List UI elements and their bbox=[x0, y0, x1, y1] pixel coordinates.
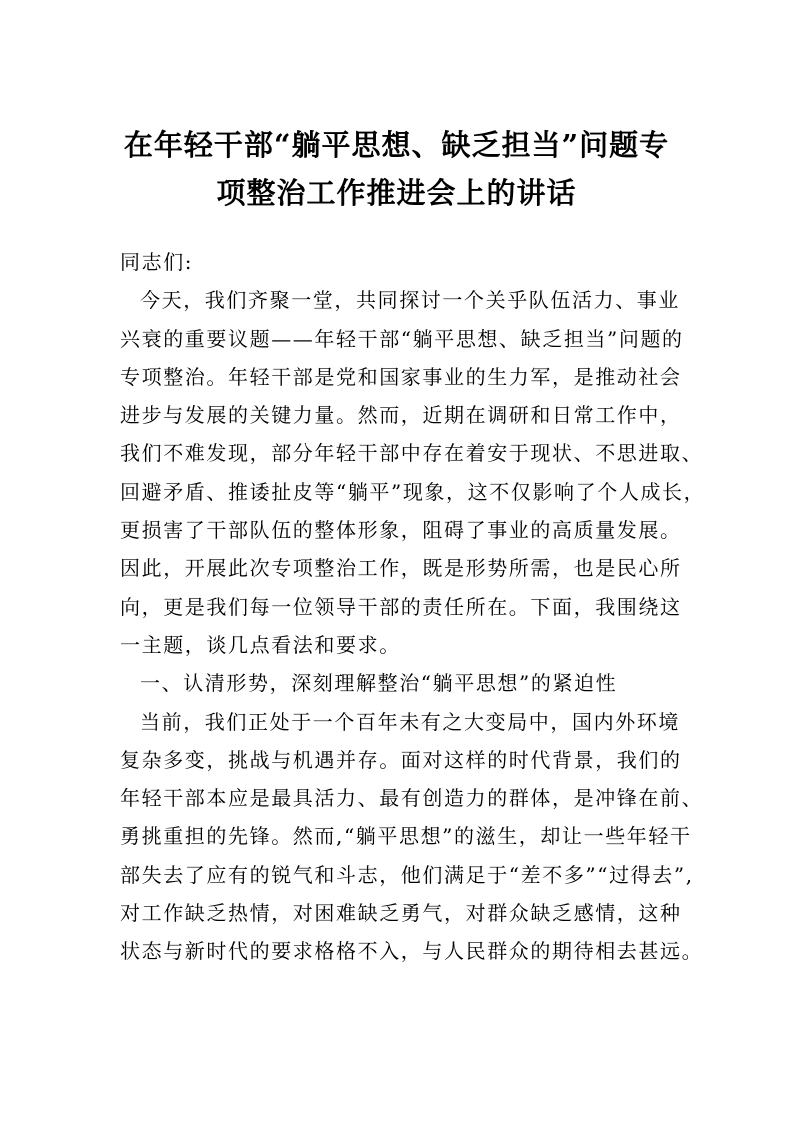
paragraph-line: 专项整治。年轻干部是党和国家事业的生力军，是推动社会 bbox=[120, 364, 682, 389]
section-heading: 一、认清形势，深刻理解整治“躺平思想”的紧迫性 bbox=[140, 671, 618, 696]
paragraph-line: 兴衰的重要议题——年轻干部“躺平思想、缺乏担当”问题的 bbox=[120, 326, 684, 351]
paragraph-line: 进步与发展的关键力量。然而，近期在调研和日常工作中， bbox=[120, 403, 682, 428]
paragraph-line: 当前，我们正处于一个百年未有之大变局中，国内外环境 bbox=[140, 709, 680, 734]
paragraph-line: 年轻干部本应是最具活力、最有创造力的群体，是冲锋在前、 bbox=[120, 786, 704, 811]
document-title bbox=[100, 121, 693, 217]
paragraph-line: 状态与新时代的要求格格不入，与人民群众的期待相去甚远。 bbox=[120, 939, 704, 964]
paragraph-line: 对工作缺乏热情，对困难缺乏勇气，对群众缺乏感情，这种 bbox=[120, 901, 682, 926]
paragraph-line: 复杂多变，挑战与机遇并存。面对这样的时代背景，我们的 bbox=[120, 747, 682, 772]
paragraph-line: 更损害了干部队伍的整体形象，阻碍了事业的高质量发展。 bbox=[120, 518, 682, 543]
paragraph-line: 勇挑重担的先锋。然而,“躺平思想”的滋生，却让一些年轻干 bbox=[120, 824, 692, 849]
title-line: 项整治工作推进会上的讲话 bbox=[216, 176, 577, 210]
title-line: 在年轻干部“躺平思想、缺乏担当”问题专 bbox=[123, 128, 670, 162]
salutation: 同志们: bbox=[120, 250, 194, 274]
paragraph-line: 我们不难发现，部分年轻干部中存在着安于现状、不思进取、 bbox=[120, 441, 704, 466]
paragraph-line: 部失去了应有的锐气和斗志，他们满足于“差不多”“过得去”, bbox=[120, 862, 694, 887]
paragraph-line: 今天，我们齐聚一堂，共同探讨一个关乎队伍活力、事业 bbox=[140, 288, 680, 313]
paragraph-line: 回避矛盾、推诿扯皮等“躺平”现象，这不仅影响了个人成长， bbox=[120, 479, 706, 504]
paragraph-line: 因此，开展此次专项整治工作，既是形势所需，也是民心所 bbox=[120, 556, 682, 581]
paragraph-line: 向，更是我们每一位领导干部的责任所在。下面，我围绕这 bbox=[120, 594, 682, 619]
paragraph-line: 一主题，谈几点看法和要求。 bbox=[120, 632, 401, 657]
document-body bbox=[120, 243, 706, 971]
